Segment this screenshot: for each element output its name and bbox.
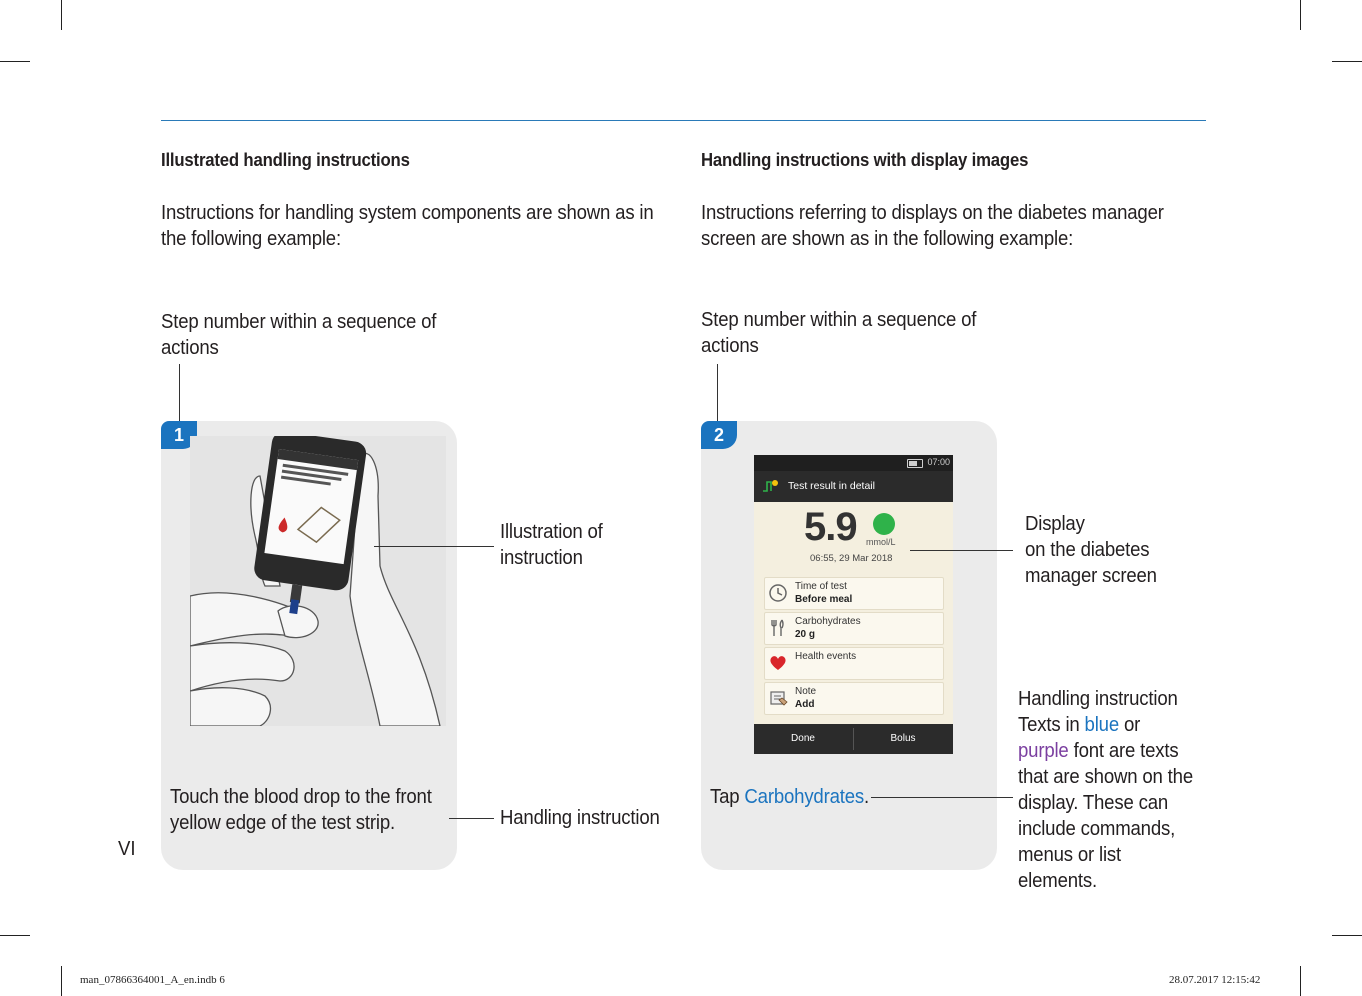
- row-value: 20 g: [795, 629, 816, 640]
- battery-icon: [907, 459, 923, 468]
- clock: 07:00: [927, 457, 950, 467]
- left-step-label: Step number within a sequence of actions: [161, 311, 437, 359]
- example-instruction-text: Touch the blood drop to the front yellow edge of the test strip.: [170, 786, 432, 834]
- handling-description: [1018, 686, 1195, 894]
- handling-instruction-label: Handling instruction: [500, 807, 660, 829]
- row-time-of-test[interactable]: [764, 577, 944, 610]
- glucose-unit: mmol/L: [866, 537, 896, 547]
- blue-word: blue: [1084, 714, 1119, 736]
- tap-instruction: [710, 784, 869, 810]
- heart-icon: [768, 653, 788, 673]
- right-step-label: Step number within a sequence of actions: [701, 309, 977, 357]
- hand-meter-illustration: [190, 436, 446, 726]
- row-label: Health events: [795, 651, 857, 662]
- display-label-line: on the diabetes: [1025, 539, 1150, 561]
- clock-icon: [768, 583, 788, 603]
- right-heading: Handling instructions with display images: [701, 150, 1029, 170]
- footer-file: man_07866364001_A_en.indb 6: [80, 974, 225, 986]
- handling-text: or: [1118, 714, 1141, 736]
- done-button[interactable]: Done: [791, 733, 815, 744]
- crop-mark: [61, 966, 62, 996]
- row-carbohydrates[interactable]: [764, 612, 944, 645]
- purple-word: purple: [1018, 740, 1069, 762]
- row-health-events[interactable]: [764, 647, 944, 680]
- test-result-icon: [762, 479, 778, 493]
- page-number: VI: [118, 838, 136, 860]
- header-rule: [161, 120, 1206, 121]
- crop-mark: [61, 0, 62, 30]
- crop-mark: [1300, 0, 1301, 30]
- screen-title: Test result in detail: [788, 480, 875, 492]
- footer-date: 28.07.2017 12:15:42: [1169, 974, 1261, 986]
- handling-leader-line: [449, 818, 494, 819]
- crop-mark: [0, 935, 30, 936]
- left-heading: Illustrated handling instructions: [161, 150, 410, 170]
- crop-mark: [1332, 935, 1362, 936]
- row-value: Add: [795, 699, 815, 710]
- status-dot-icon: [873, 513, 895, 535]
- crop-mark: [0, 61, 30, 62]
- illustration-label: Illustration of instruction: [500, 521, 603, 569]
- result-datetime: 06:55, 29 Mar 2018: [810, 553, 893, 564]
- handling-text: Texts in: [1018, 714, 1085, 736]
- crop-mark: [1300, 966, 1301, 996]
- display-label-line: manager screen: [1025, 565, 1157, 587]
- device-screen: [754, 455, 953, 754]
- tap-target: Carbohydrates: [744, 786, 865, 808]
- illustration-leader-line: [374, 546, 494, 547]
- cutlery-icon: [768, 618, 788, 638]
- tap-leader-line: [871, 797, 1013, 798]
- step-badge: 2: [701, 421, 737, 449]
- status-bar: [754, 455, 953, 471]
- crop-mark: [1332, 61, 1362, 62]
- step-badge: 1: [161, 421, 197, 449]
- row-label: Note: [795, 686, 817, 697]
- handling-text: font are texts that are shown on the display. These can include commands, menus or list elements.: [1018, 740, 1193, 892]
- row-label: Time of test: [795, 581, 847, 592]
- display-label-line: Display: [1025, 513, 1085, 535]
- step-leader-line: [717, 364, 718, 422]
- tap-suffix: .: [864, 786, 870, 808]
- title-bar: [754, 471, 953, 502]
- glucose-value: 5.9: [804, 505, 857, 549]
- bolus-button[interactable]: Bolus: [890, 733, 916, 744]
- note-hand-icon: [768, 688, 788, 708]
- step-leader-line: [179, 364, 180, 422]
- right-intro: Instructions referring to displays on the diabetes manager screen are shown as in the following example:: [701, 202, 1164, 250]
- left-intro: Instructions for handling system components are shown as in the following example:: [161, 202, 654, 250]
- tap-prefix: Tap: [710, 786, 745, 808]
- display-leader-line: [910, 550, 1013, 551]
- row-label: Carbohydrates: [795, 616, 861, 627]
- row-value: Before meal: [795, 594, 853, 605]
- display-label: [1025, 511, 1211, 589]
- row-note[interactable]: [764, 682, 944, 715]
- bottom-bar: [754, 724, 953, 754]
- handling-title: Handling instruction: [1018, 688, 1178, 710]
